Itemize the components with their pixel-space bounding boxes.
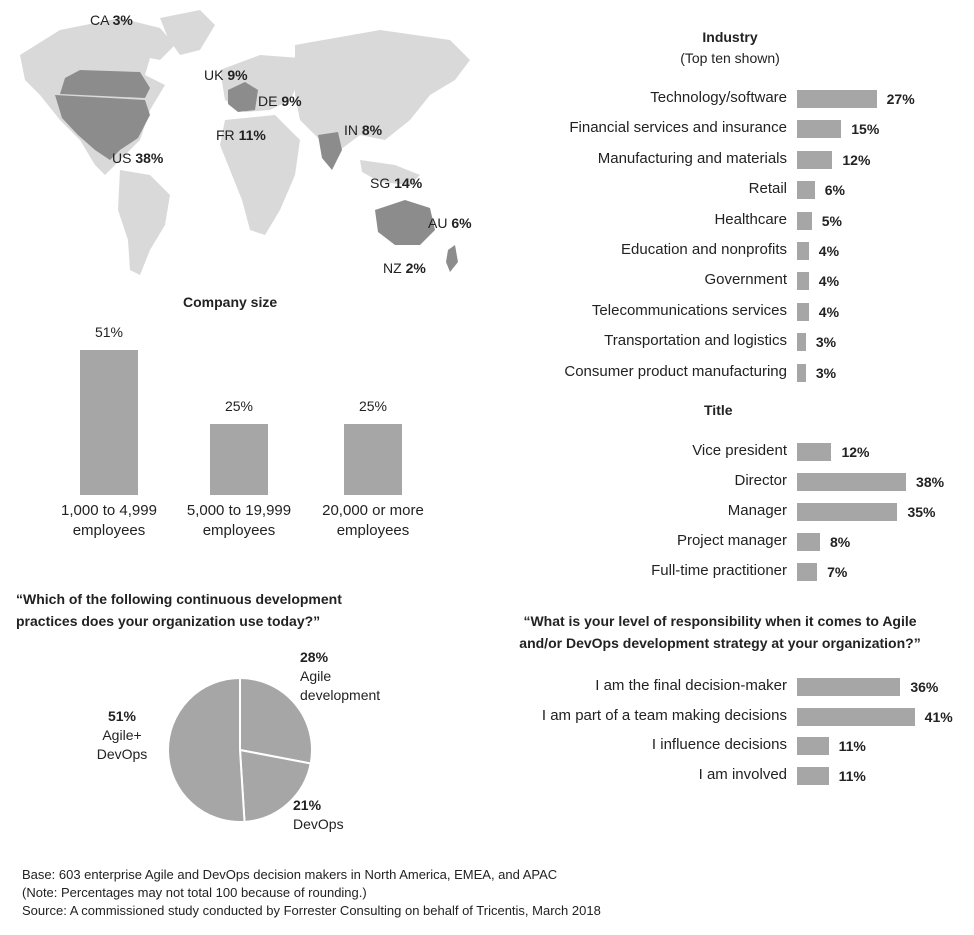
bar	[797, 473, 906, 491]
footer-notes	[22, 866, 601, 920]
bar	[797, 737, 829, 755]
pie-value-agile-devops: 51%	[107, 708, 137, 724]
pie-cat-agile-devops-1: Agile+	[102, 727, 142, 743]
bar-value-label: 8%	[829, 534, 851, 550]
practices-question-line-2: practices does your organization use today?”	[16, 613, 321, 629]
map-label-nz: NZ 2%	[383, 260, 426, 276]
bar	[797, 181, 815, 199]
bar-category-line: 20,000 or more	[322, 502, 424, 519]
map-label-ca: CA 3%	[90, 12, 133, 28]
bar-category-line: employees	[202, 522, 276, 539]
industry-title: Industry	[702, 29, 758, 45]
bar-label: Financial services and insurance	[569, 119, 787, 137]
bar-value-label: 11%	[838, 768, 866, 785]
bar-value-label: 27%	[886, 91, 915, 107]
bar-category-line: employees	[336, 522, 410, 539]
pie-slice	[168, 678, 245, 822]
bar	[797, 708, 915, 726]
bar-label: I am involved	[698, 766, 787, 784]
bar-label: Project manager	[676, 532, 787, 549]
bar-label: Education and nonprofits	[621, 241, 787, 258]
bar-label: Director	[734, 472, 787, 489]
pie-label-agile-devops	[92, 707, 152, 764]
bar-label: Manufacturing and materials	[597, 149, 787, 167]
pie-cat-agile-devops-2: DevOps	[96, 746, 148, 762]
bar-value-label: 15%	[851, 121, 880, 138]
bar-value-label: 25%	[358, 397, 388, 414]
bar	[797, 303, 809, 321]
bar-value-label: 11%	[838, 738, 866, 755]
map-label-us: US 38%	[112, 150, 164, 166]
bar	[797, 151, 832, 169]
responsibility-question	[470, 610, 970, 654]
pie-value-agile: 28%	[300, 649, 329, 665]
pie-cat-agile-1: Agile	[300, 668, 332, 684]
bar-category-label	[169, 501, 309, 541]
bar-value-label: 12%	[841, 444, 870, 460]
bar-value-label: 4%	[818, 273, 840, 290]
pie-label-devops	[293, 796, 344, 834]
map-label-sg: SG 14%	[370, 175, 423, 191]
bar	[797, 90, 877, 108]
bar-label: Telecommunications services	[591, 301, 787, 319]
bar-category-line: 5,000 to 19,999	[186, 502, 292, 519]
map-india	[318, 132, 342, 170]
bar-value-label: 25%	[224, 397, 254, 414]
bar-label: Government	[704, 271, 787, 289]
pie-label-agile	[300, 648, 380, 705]
pie-value-devops: 21%	[293, 797, 322, 813]
bar	[797, 503, 897, 521]
bar	[797, 767, 829, 785]
bar	[797, 242, 809, 260]
bar-label: Full-time practitioner	[651, 562, 787, 579]
bar	[797, 563, 817, 581]
bar	[797, 120, 841, 138]
footer-base: Base: 603 enterprise Agile and DevOps decision makers in North America, EMEA, and APAC	[22, 867, 558, 882]
bar-label: Consumer product manufacturing	[564, 362, 787, 380]
bar-label: Healthcare	[714, 210, 787, 228]
bar-label: Manager	[727, 502, 787, 519]
map-label-fr: FR 11%	[216, 127, 266, 143]
bar-category-line: employees	[72, 522, 146, 539]
bar-value-label: 35%	[907, 504, 936, 520]
map-label-uk: UK 9%	[204, 67, 248, 83]
bar-value-label: 7%	[827, 564, 848, 580]
bar-label: Vice president	[692, 442, 787, 459]
bar	[797, 533, 820, 551]
bar-category-line: 1,000 to 4,999	[61, 502, 157, 519]
bar-value-label: 38%	[916, 474, 945, 490]
practices-question	[16, 588, 436, 632]
practices-question-line-1: “Which of the following continuous development	[16, 591, 342, 607]
industry-subtitle: (Top ten shown)	[680, 50, 780, 66]
bar-label: I influence decisions	[651, 736, 787, 754]
footer-note: (Note: Percentages may not total 100 because of rounding.)	[22, 885, 367, 900]
pie-cat-devops-1: DevOps	[293, 816, 344, 832]
title-chart-title: Title	[704, 402, 733, 418]
map-label-au: AU 6%	[428, 215, 472, 231]
bar	[797, 678, 900, 696]
bar-label: I am part of a team making decisions	[541, 706, 787, 724]
map-canada	[60, 70, 150, 98]
map-label-in: IN 8%	[344, 122, 383, 138]
bar-value-label: 41%	[924, 708, 953, 725]
bar	[797, 364, 806, 382]
bar	[797, 272, 809, 290]
bar	[210, 424, 268, 495]
bar-label: Technology/software	[650, 89, 787, 106]
bar-category-label	[39, 501, 179, 541]
bar-value-label: 4%	[818, 243, 840, 259]
bar-value-label: 3%	[815, 364, 837, 381]
bar	[797, 333, 806, 351]
bar	[797, 443, 831, 461]
bar-value-label: 6%	[824, 182, 845, 199]
bar-value-label: 4%	[818, 303, 840, 320]
map-south-america	[118, 170, 170, 275]
bar-label: Transportation and logistics	[604, 332, 787, 350]
footer-source: Source: A commissioned study conducted by Forrester Consulting on behalf of Tricentis, March 2018	[22, 903, 601, 918]
responsibility-question-line-1: “What is your level of responsibility when it comes to Agile	[523, 613, 917, 629]
bar-value-label: 51%	[94, 323, 124, 340]
bar-label: I am the final decision-maker	[595, 677, 787, 694]
bar-value-label: 12%	[842, 151, 871, 168]
bar	[80, 350, 138, 495]
bar-label: Retail	[748, 180, 787, 198]
pie-cat-agile-2: development	[300, 687, 381, 703]
map-label-de: DE 9%	[258, 93, 302, 109]
bar-value-label: 5%	[821, 212, 842, 229]
bar-value-label: 36%	[910, 679, 939, 695]
bar	[797, 212, 812, 230]
responsibility-question-line-2: and/or DevOps development strategy at your organization?”	[519, 635, 921, 651]
bar-value-label: 3%	[815, 334, 837, 351]
company-size-title: Company size	[183, 294, 278, 310]
